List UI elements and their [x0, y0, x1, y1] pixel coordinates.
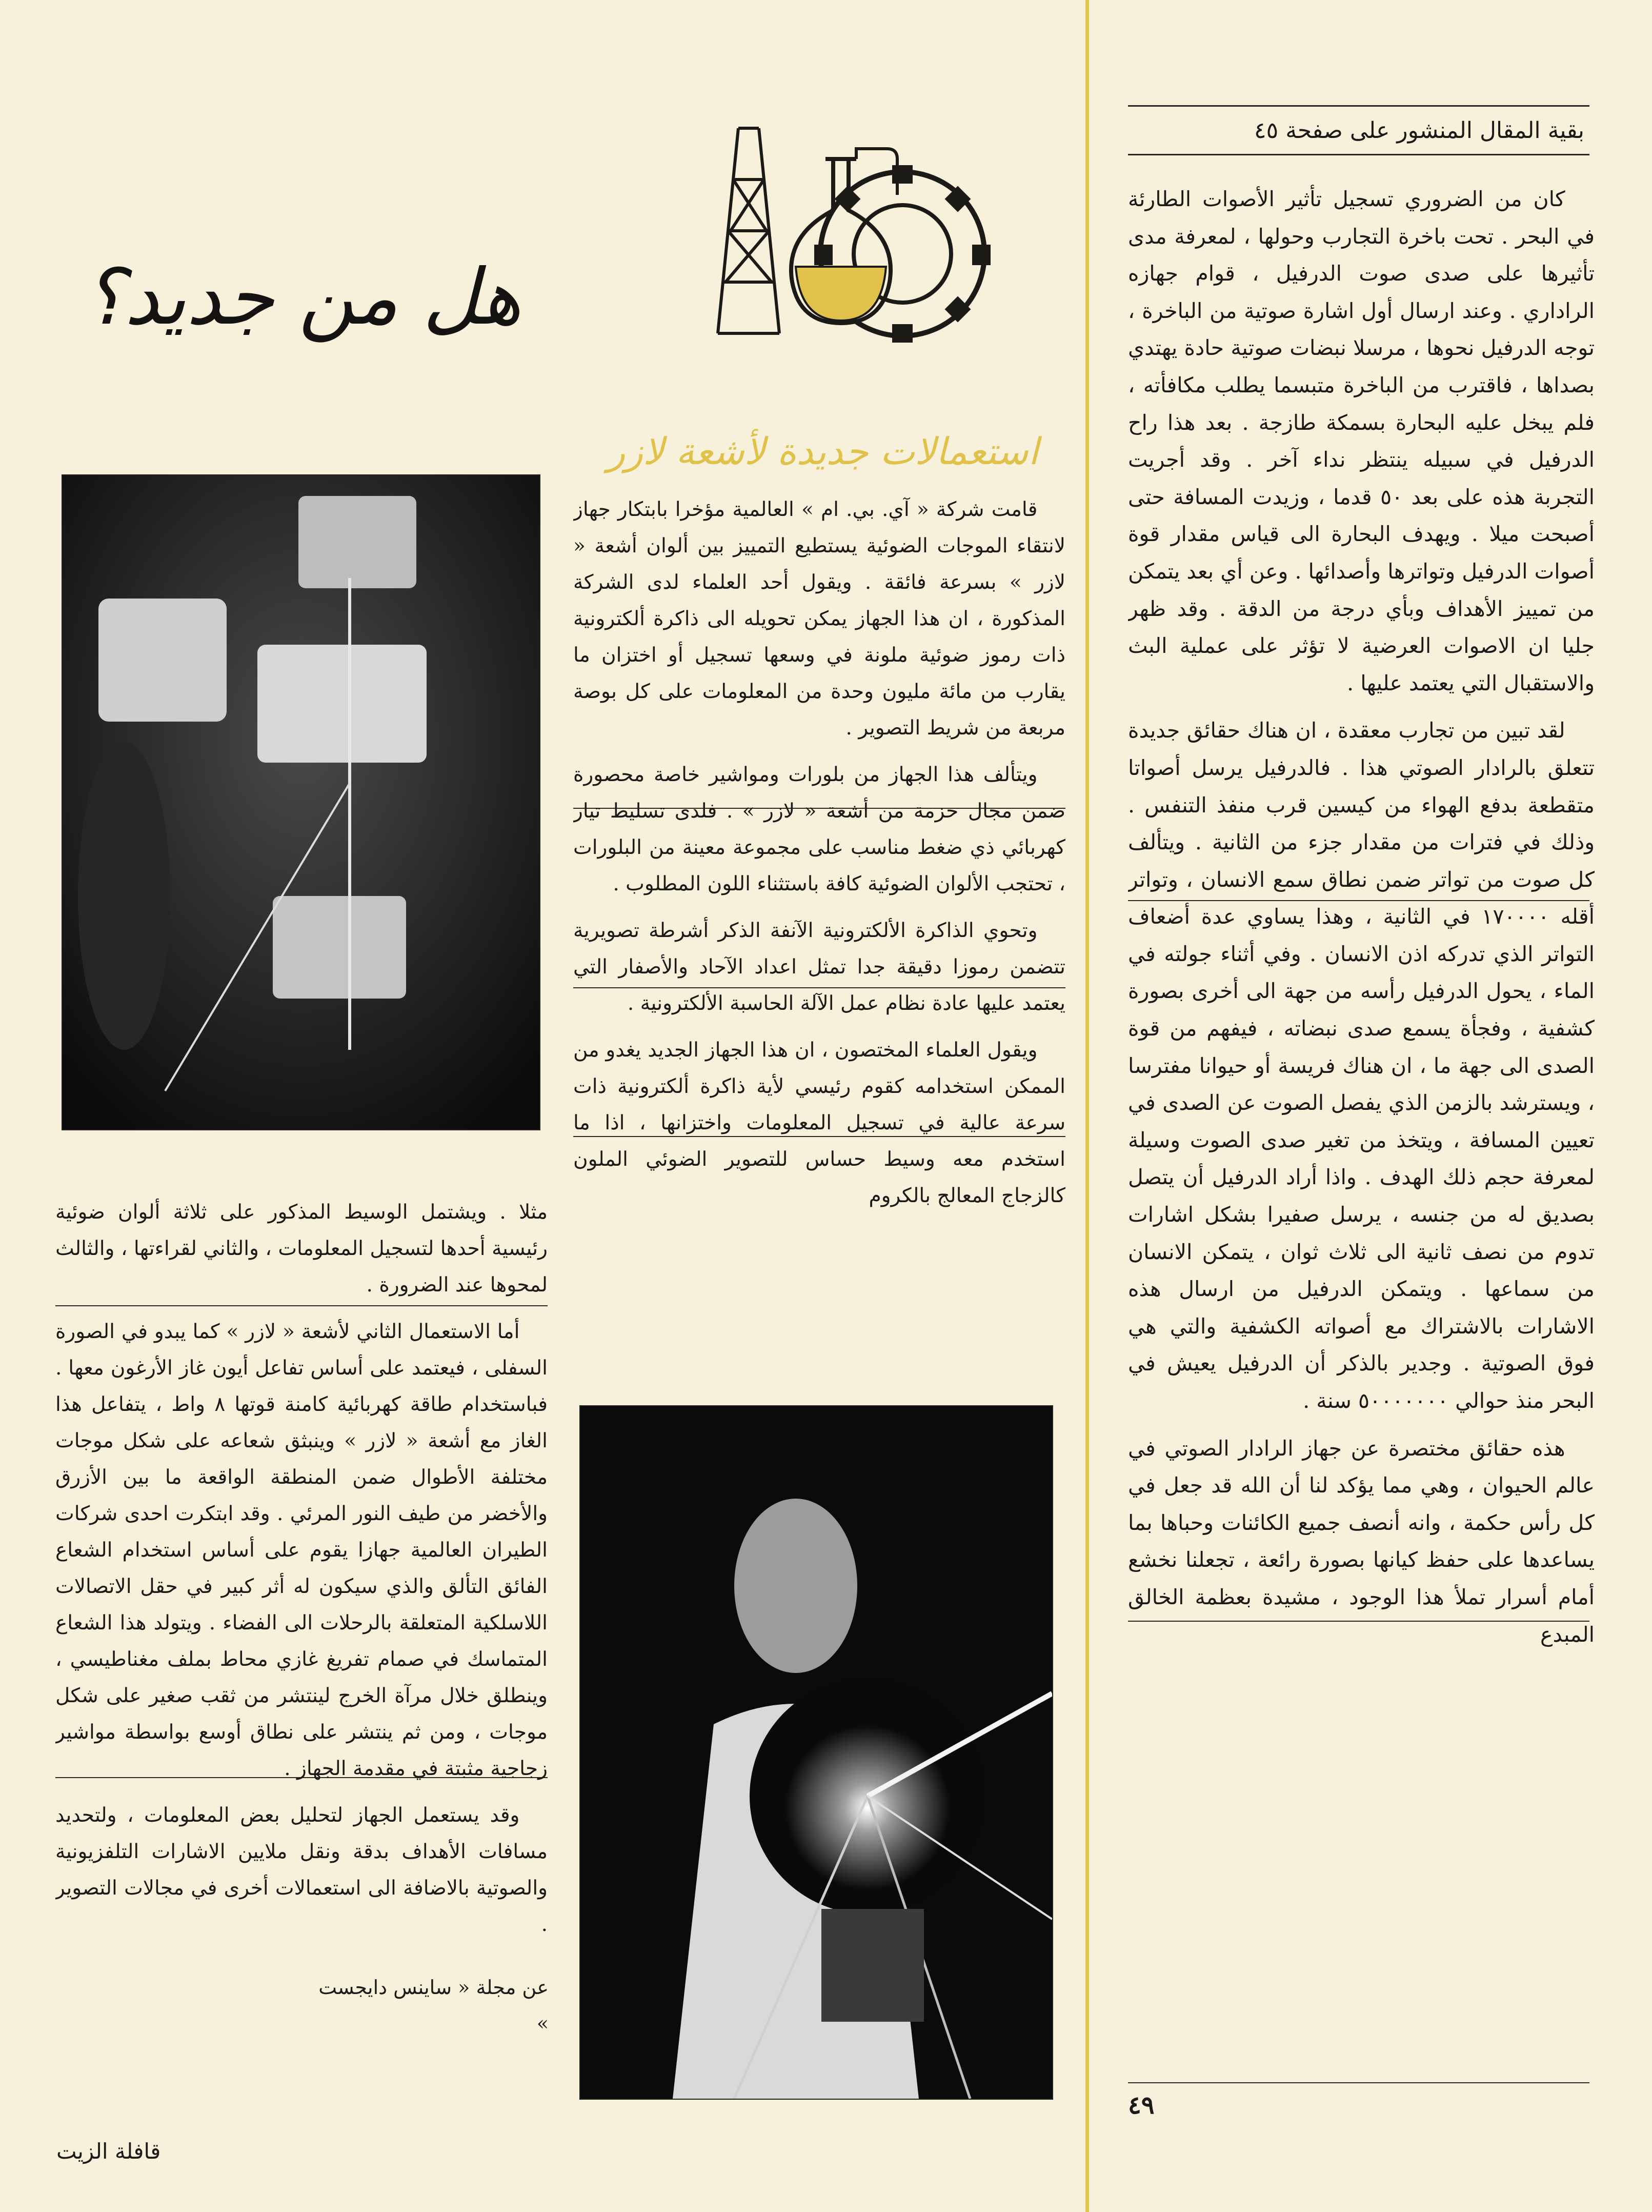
- oil-derrick-gear-icon: [661, 118, 1041, 359]
- paragraph: وتحوي الذاكرة الألكترونية الآنفة الذكر أشرطة تصويرية تتضمن رموزا دقيقة جدا تمثل اعداد الآحاد والأصفار التي يعتمد عليها عادة نظام عمل الآلة الحاسبة الألكترونية .: [573, 919, 1065, 1015]
- paragraph: لقد تبين من تجارب معقدة ، ان هناك حقائق جديدة تتعلق بالرادار الصوتي هذا . فالدرفيل يرسل أصواتا متقطعة بدفع الهواء من كيسين قرب منفذ التنفس . وذلك في فترات من مقدار جزء من الثانية . ويتألف كل صوت من تواتر ضمن نطاق سمع الانسان ، وتواتر أقله ١٧٠٠٠٠ في الثانية ، وهذا يساوي عدة أضعاف التواتر الذي تدركه اذن الانسان . وفي أثناء جولته في الماء ، يحول الدرفيل رأسه من جهة الى أخرى بصورة كشفية ، وفجأة يسمع صدى نبضاته ، فيفهم من قوة الصدى الى جهة ما ، ان هناك فريسة أو حيوانا مفترسا ، ويسترشد بالزمن الذي يفصل الصوت عن الصدى في تعيين المسافة ، ويتخذ من تغير صدى الصوت وسيلة لمعرفة حجم ذلك الهدف . واذا أراد الدرفيل أن يتصل بصديق له من جنسه ، يرسل صفيرا بشكل اشارات تدوم من نصف ثانية الى ثلاث ثوان ، يتمكن الانسان من سماعها . ويتمكن الدرفيل من ارسال هذه الاشارات بالاشتراك مع أصواته الكشفية والتي هي فوق الصوتية . وجدير بالذكر أن الدرفيل يعيش في البحر منذ حوالي ٥٠٠٠٠٠٠٠ سنة .: [1128, 718, 1595, 1413]
- middle-column-text: [573, 491, 1065, 1348]
- header-rule-top: [1128, 105, 1589, 107]
- article-source: عن مجلة « ساينس دايجست »: [318, 1976, 549, 2035]
- section-title: هل من جديد؟: [83, 253, 522, 342]
- left-column-text: [55, 1194, 548, 1963]
- right-column-text: [1128, 181, 1595, 2114]
- paragraph: هذه حقائق مختصرة عن جهاز الرادار الصوتي في عالم الحيوان ، وهي مما يؤكد لنا أن الله قد جعل في كل رأس حكمة ، وانه أنصف جميع الكائنات وحباها بما يساعدها على حفظ كيانها بصورة رائعة ، تجعلنا نخشع أمام أسرار تملأ هذا الوجود ، مشيدة بعظمة الخالق المبدع: [1128, 1436, 1595, 1647]
- paragraph: مثلا . ويشتمل الوسيط المذكور على ثلاثة ألوان ضوئية رئيسية أحدها لتسجيل المعلومات ، والثاني لقراءتها ، والثالث لمحوها عند الضرورة .: [55, 1201, 548, 1297]
- magazine-name: قافلة الزيت: [56, 2139, 161, 2164]
- paragraph: وقد يستعمل الجهاز لتحليل بعض المعلومات ، ولتحديد مسافات الأهداف بدقة ونقل ملايين الاشارات التلفزيونية والصوتية بالاضافة الى استعمالات أخرى في مجالات التصوير .: [55, 1804, 548, 1936]
- laser-apparatus-image: [63, 475, 539, 1129]
- article-subtitle: استعمالات جديدة لأشعة لازر: [607, 430, 1039, 473]
- scientist-laser-image: [580, 1406, 1052, 2099]
- continued-note: بقية المقال المنشور على صفحة ٤٥: [1254, 117, 1584, 144]
- paragraph: قامت شركة « آي. بي. ام » العالمية مؤخرا بابتكار جهاز لانتقاء الموجات الضوئية يستطيع التمييز بين ألوان أشعة « لازر » بسرعة فائقة . ويقول أحد العلماء لدى الشركة المذكورة ، ان هذا الجهاز يمكن تحويله الى ذاكرة ألكترونية ذات رموز ضوئية ملونة في وسعها تسجيل أو اختزان ما يقارب من مائة مليون وحدة من المعلومات على كل بوصة مربعة من شريط التصوير .: [573, 498, 1065, 740]
- paragraph: كان من الضروري تسجيل تأثير الأصوات الطارئة في البحر . تحت باخرة التجارب وحولها ، لمعرفة مدى تأثيرها على صدى صوت الدرفيل ، قوام جهازه الراداري . وعند ارسال أول اشارة صوتية من الباخرة ، توجه الدرفيل نحوها ، مرسلا نبضات صوتية حادة يهتدي بصداها ، فاقترب من الباخرة متبسما يطلب مكافأته ، فلم يبخل عليه البحارة بسمكة طازجة . بعد هذا راح الدرفيل في سبيله ينتظر نداء آخر . وقد أجريت التجربة هذه على بعد ٥٠ قدما ، وزيدت المسافة حتى أصبحت ميلا . ويهدف البحارة الى قياس مقدار قوة أصوات الدرفيل وتواترها وأصدائها . وعن أي بعد يتمكن من تمييز الأهداف وبأي درجة من الدقة . وقد ظهر جليا ان الاصوات العرضية لا تؤثر على عملية البث والاستقبال التي يعتمد عليها .: [1128, 187, 1595, 695]
- paragraph: ويتألف هذا الجهاز من بلورات ومواشير خاصة محصورة ضمن مجال حزمة من أشعة « لازر » . فلدى تسليط تيار كهربائي ذي ضغط مناسب على مجموعة معينة من البلورات ، تحتجب الألوان الضوئية كافة باستثناء اللون المطلوب .: [573, 763, 1065, 895]
- page-number: ٤٩: [1128, 2091, 1155, 2120]
- paragraph: أما الاستعمال الثاني لأشعة « لازر » كما يبدو في الصورة السفلى ، فيعتمد على أساس تفاعل أيون غاز الأرغون معها . فباستخدام طاقة كهربائية كامنة قوتها ٨ واط ، يتفاعل هذا الغاز مع أشعة « لازر » وينبثق شعاعه على شكل موجات مختلفة الأطوال ضمن المنطقة الواقعة ما بين الأزرق والأخضر من طيف النور المرئي . وقد ابتكرت احدى شركات الطيران العالمية جهازا يقوم على أساس استخدام الشعاع الفائق التألق والذي سيكون له أثر كبير في حقل الاتصالات اللاسلكية المتعلقة بالرحلات الى الفضاء . ويتولد هذا الشعاع المتماسك في صمام تفريغ غازي محاط بملف مغناطيسي ، وينطلق خلال مرآة الخرج لينتشر من ثقب صغير على شكل موجات ، ومن ثم ينتشر على نطاق أوسع بواسطة مواشير زجاجية مثبتة في مقدمة الجهاز .: [55, 1320, 548, 1780]
- header-rule-bottom: [1128, 154, 1589, 155]
- scientist-laser-photo: [579, 1405, 1053, 2100]
- column-divider-yellow: [1085, 0, 1089, 2212]
- laser-apparatus-photo: [62, 474, 540, 1130]
- paragraph: ويقول العلماء المختصون ، ان هذا الجهاز الجديد يغدو من الممكن استخدامه كقوم رئيسي لأية ذاكرة ألكترونية ذات سرعة عالية في تسجيل المعلومات واختزانها ، اذا ما استخدم معه وسيط حساس للتصوير الضوئي الملون كالزجاج المعالج بالكروم: [573, 1039, 1065, 1207]
